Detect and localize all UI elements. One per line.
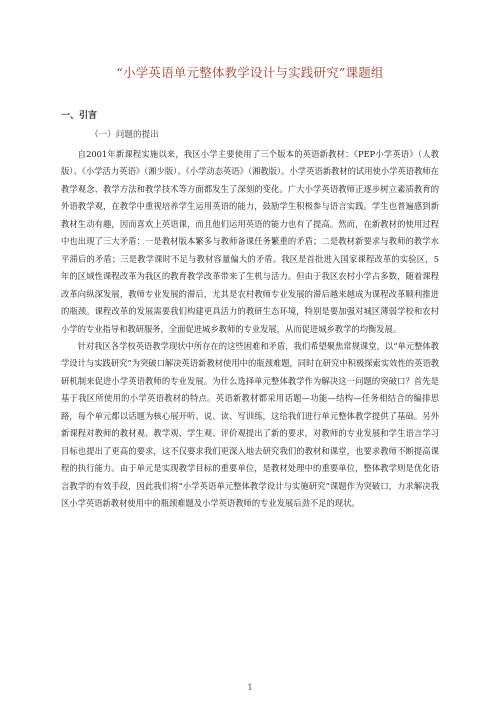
section-heading: 一、引言 xyxy=(61,111,98,121)
paragraph-1: 自2001年新课程实施以来，我区小学主要使用了三个版本的英语新教材：《PEP小学英语》（人教版）、《小学活力英语》（湘少版）、《小学动态英语》（湘教版）。小学英语新教材的试用使小学英语教师在教学观念、教学方法和教学技术等方面都发生了深刻的变化。广大小学英语教师正逐步树立素质教育的外语教学观，在教学中重视培养学生运用英语的能力，鼓励学生积极参与语言实践。学生也普遍感到新教材生动有趣，因而喜欢上英语课，而且他们运用英语的能力也有了提高。然而，在新教材的使用过程中也出现了三大矛盾：一是教材版本繁多与教师备课任务繁重的矛盾；二是教材新要求与教师的教学水平滞后的矛盾；三是教学课时不足与教材容量偏大的矛盾。我区是首批进入国家课程改革的实验区，5年的区域性课程改革为我区的教育教学改革带来了生机与活力。但由于我区农村小学占多数，随着课程改革向纵深发展，教师专业发展的滞后，尤其是农村教师专业发展的滞后越来越成为课程改革顺利推进的瓶颈。课程改革的发展需要我们构建更具活力的教研生态环境，特别是要加强对城区薄弱学校和农村小学的专业指导和教研服务，全面促进城乡教师的专业发展，从而促进城乡教学的均衡发展。 xyxy=(61,149,439,334)
sub-heading: （一）问题的提出 xyxy=(90,130,159,140)
page-number: 1 xyxy=(247,683,253,692)
paragraph-2: 针对我区各学校英语教学现状中所存在的这些困难和矛盾，我们希望聚焦常规课堂，以“单元整体教学设计与实践研究”为突破口解决英语新教材使用中的瓶颈难题，同时在研究中积极探索实效性的英语教研机制来促进小学英语教师的专业发展。为什么选择单元整体教学作为解决这一问题的突破口？首先是基于我区所使用的小学英语教材的特点。英语新教材都采用话题—功能—结构—任务相结合的编排思路，每个单元都以话题为核心展开听、说、读、写训练，这给我们进行单元整体教学提供了基础。另外新课程对教师的教材观、教学观、学生观、评价观提出了新的要求，对教师的专业发展和学生语言学习目标也提出了更高的要求，这不仅要求我们更深入地去研究我们的教材和课堂，也要求教师不断提高课程的执行能力。由于单元是实现教学目标的重要单位，是教材处理中的重要单位，整体教学则是优化语言教学的有效手段，因此我们将“小学英语单元整体教学设计与实施研究”课题作为突破口，力求解决我区小学英语新教材使用中的瓶颈难题及小学英语教师的专业发展后劲不足的现状。 xyxy=(61,340,439,509)
document-title: “小学英语单元整体教学设计与实践研究”课题组 xyxy=(116,65,384,80)
body-text xyxy=(61,146,439,513)
